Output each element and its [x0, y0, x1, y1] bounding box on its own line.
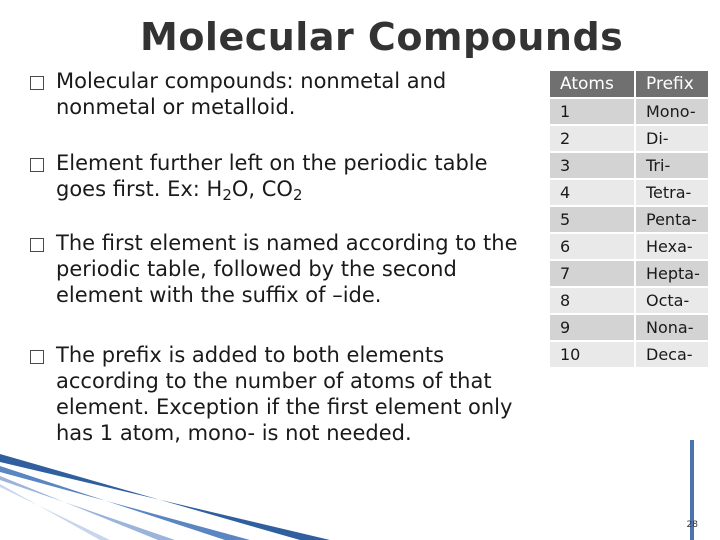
atoms-cell: 7 — [550, 260, 635, 287]
atoms-cell: 9 — [550, 314, 635, 341]
atoms-cell: 3 — [550, 152, 635, 179]
table-body — [550, 98, 709, 368]
prefix-cell: Deca- — [635, 341, 709, 368]
bullet-square-icon — [30, 350, 44, 364]
table-row — [550, 98, 709, 125]
prefix-cell: Hepta- — [635, 260, 709, 287]
prefix-cell: Di- — [635, 125, 709, 152]
atoms-cell: 6 — [550, 233, 635, 260]
atoms-cell: 5 — [550, 206, 635, 233]
prefix-cell: Octa- — [635, 287, 709, 314]
prefix-cell: Mono- — [635, 98, 709, 125]
atoms-cell: 4 — [550, 179, 635, 206]
atoms-cell: 10 — [550, 341, 635, 368]
bullet-text: The prefix is added to both elements according to the number of atoms of that element. Exception if the first element only has 1 atom, mono- is not needed. — [56, 343, 513, 445]
stripe — [0, 454, 330, 540]
column-header-prefix: Prefix — [635, 71, 709, 98]
atoms-cell: 2 — [550, 125, 635, 152]
page-number: 28 — [686, 520, 698, 530]
prefix-cell: Penta- — [635, 206, 709, 233]
bullet-square-icon — [30, 158, 44, 172]
bullet-item — [30, 230, 530, 308]
bullet-square-icon — [30, 76, 44, 90]
bullet-text-part: O, CO — [231, 177, 293, 201]
table-row — [550, 341, 709, 368]
bullet-text-part: Element further left on the periodic table goes first. Ex: H — [56, 151, 488, 201]
table-row — [550, 287, 709, 314]
bullet-item — [30, 342, 530, 446]
bullet-square-icon — [30, 238, 44, 252]
table-row — [550, 206, 709, 233]
prefix-cell: Tetra- — [635, 179, 709, 206]
bullet-text — [30, 150, 530, 202]
bullet-item — [30, 68, 530, 120]
table-header-row — [550, 71, 709, 98]
column-header-atoms: Atoms — [550, 71, 635, 98]
bullet-text: Molecular compounds: nonmetal and nonmetal or metalloid. — [56, 69, 447, 119]
stripe — [0, 466, 250, 540]
table-row — [550, 152, 709, 179]
prefix-cell: Tri- — [635, 152, 709, 179]
bullet-text: The first element is named according to the periodic table, followed by the second element with the suffix of –ide. — [56, 231, 518, 307]
bullet-item — [30, 150, 530, 202]
table-row — [550, 233, 709, 260]
prefix-cell: Hexa- — [635, 233, 709, 260]
prefix-table — [550, 71, 710, 369]
table-row — [550, 125, 709, 152]
atoms-cell: 1 — [550, 98, 635, 125]
stripe — [0, 484, 110, 540]
decorative-corner-stripes — [0, 440, 720, 540]
table-row — [550, 179, 709, 206]
atoms-cell: 8 — [550, 287, 635, 314]
subscript: 2 — [222, 186, 232, 204]
slide-title: Molecular Compounds — [140, 15, 624, 59]
table-row — [550, 260, 709, 287]
prefix-cell: Nona- — [635, 314, 709, 341]
subscript: 2 — [292, 186, 303, 204]
table-row — [550, 314, 709, 341]
